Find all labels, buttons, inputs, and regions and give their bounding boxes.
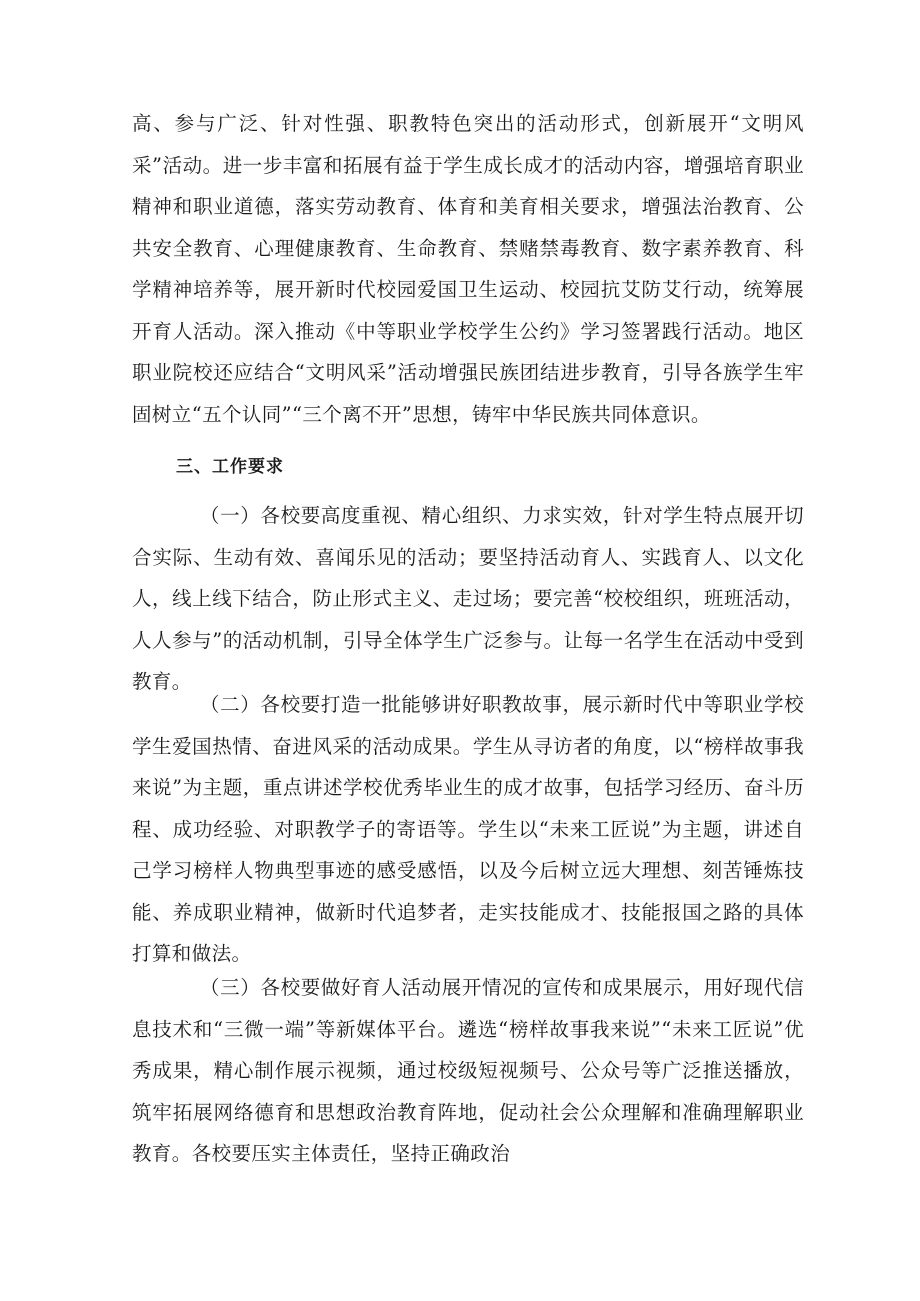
paragraph-requirement-3: （三）各校要做好育人活动展开情况的宣传和成果展示，用好现代信息技术和“三微一端”等新媒体平台。遴选“榜样故事我来说”“未来工匠说”优秀成果，精心制作展示视频，通过校级短视频号、公众号等广泛推送播放，筑牢拓展网络德育和思想政治教育阵地，促动社会公众理解和准确理解职业教育。各校要压实主体责任，坚持正确政治: [132, 976, 804, 1165]
section-heading: 三、工作要求: [176, 457, 284, 477]
paragraph-continued: 高、参与广泛、针对性强、职教特色突出的活动形式，创新展开“文明风采”活动。进一步丰富和拓展有益于学生成长成才的活动内容，增强培育职业精神和职业道德，落实劳动教育、体育和美育相关要求，增强法治教育、公共安全教育、心理健康教育、生命教育、禁赌禁毒教育、数字素养教育、科学精神培养等，展开新时代校园爱国卫生运动、校园抗艾防艾行动，统筹展开育人活动。深入推动《中等职业学校学生公约》学习签署践行活动。地区职业院校还应结合“文明风采”活动增强民族团结进步教育，引导各族学生牢固树立“五个认同”“三个离不开”思想，铸牢中华民族共同体意识。: [132, 112, 804, 426]
paragraph-requirement-1: （一）各校要高度重视、精心组织、力求实效，针对学生特点展开切合实际、生动有效、喜闻乐见的活动；要坚持活动育人、实践育人、以文化人，线上线下结合，防止形式主义、走过场；要完善“校校组织，班班活动，人人参与”的活动机制，引导全体学生广泛参与。让每一名学生在活动中受到教育。: [132, 504, 804, 693]
paragraph-requirement-2: （二）各校要打造一批能够讲好职教故事，展示新时代中等职业学校学生爱国热情、奋进风采的活动成果。学生从寻访者的角度，以“榜样故事我来说”为主题，重点讲述学校优秀毕业生的成才故事，包括学习经历、奋斗历程、成功经验、对职教学子的寄语等。学生以“未来工匠说”为主题，讲述自己学习榜样人物典型事迹的感受感悟，以及今后树立远大理想、刻苦锤炼技能、养成职业精神，做新时代追梦者，走实技能成才、技能报国之路的具体打算和做法。: [132, 693, 804, 965]
